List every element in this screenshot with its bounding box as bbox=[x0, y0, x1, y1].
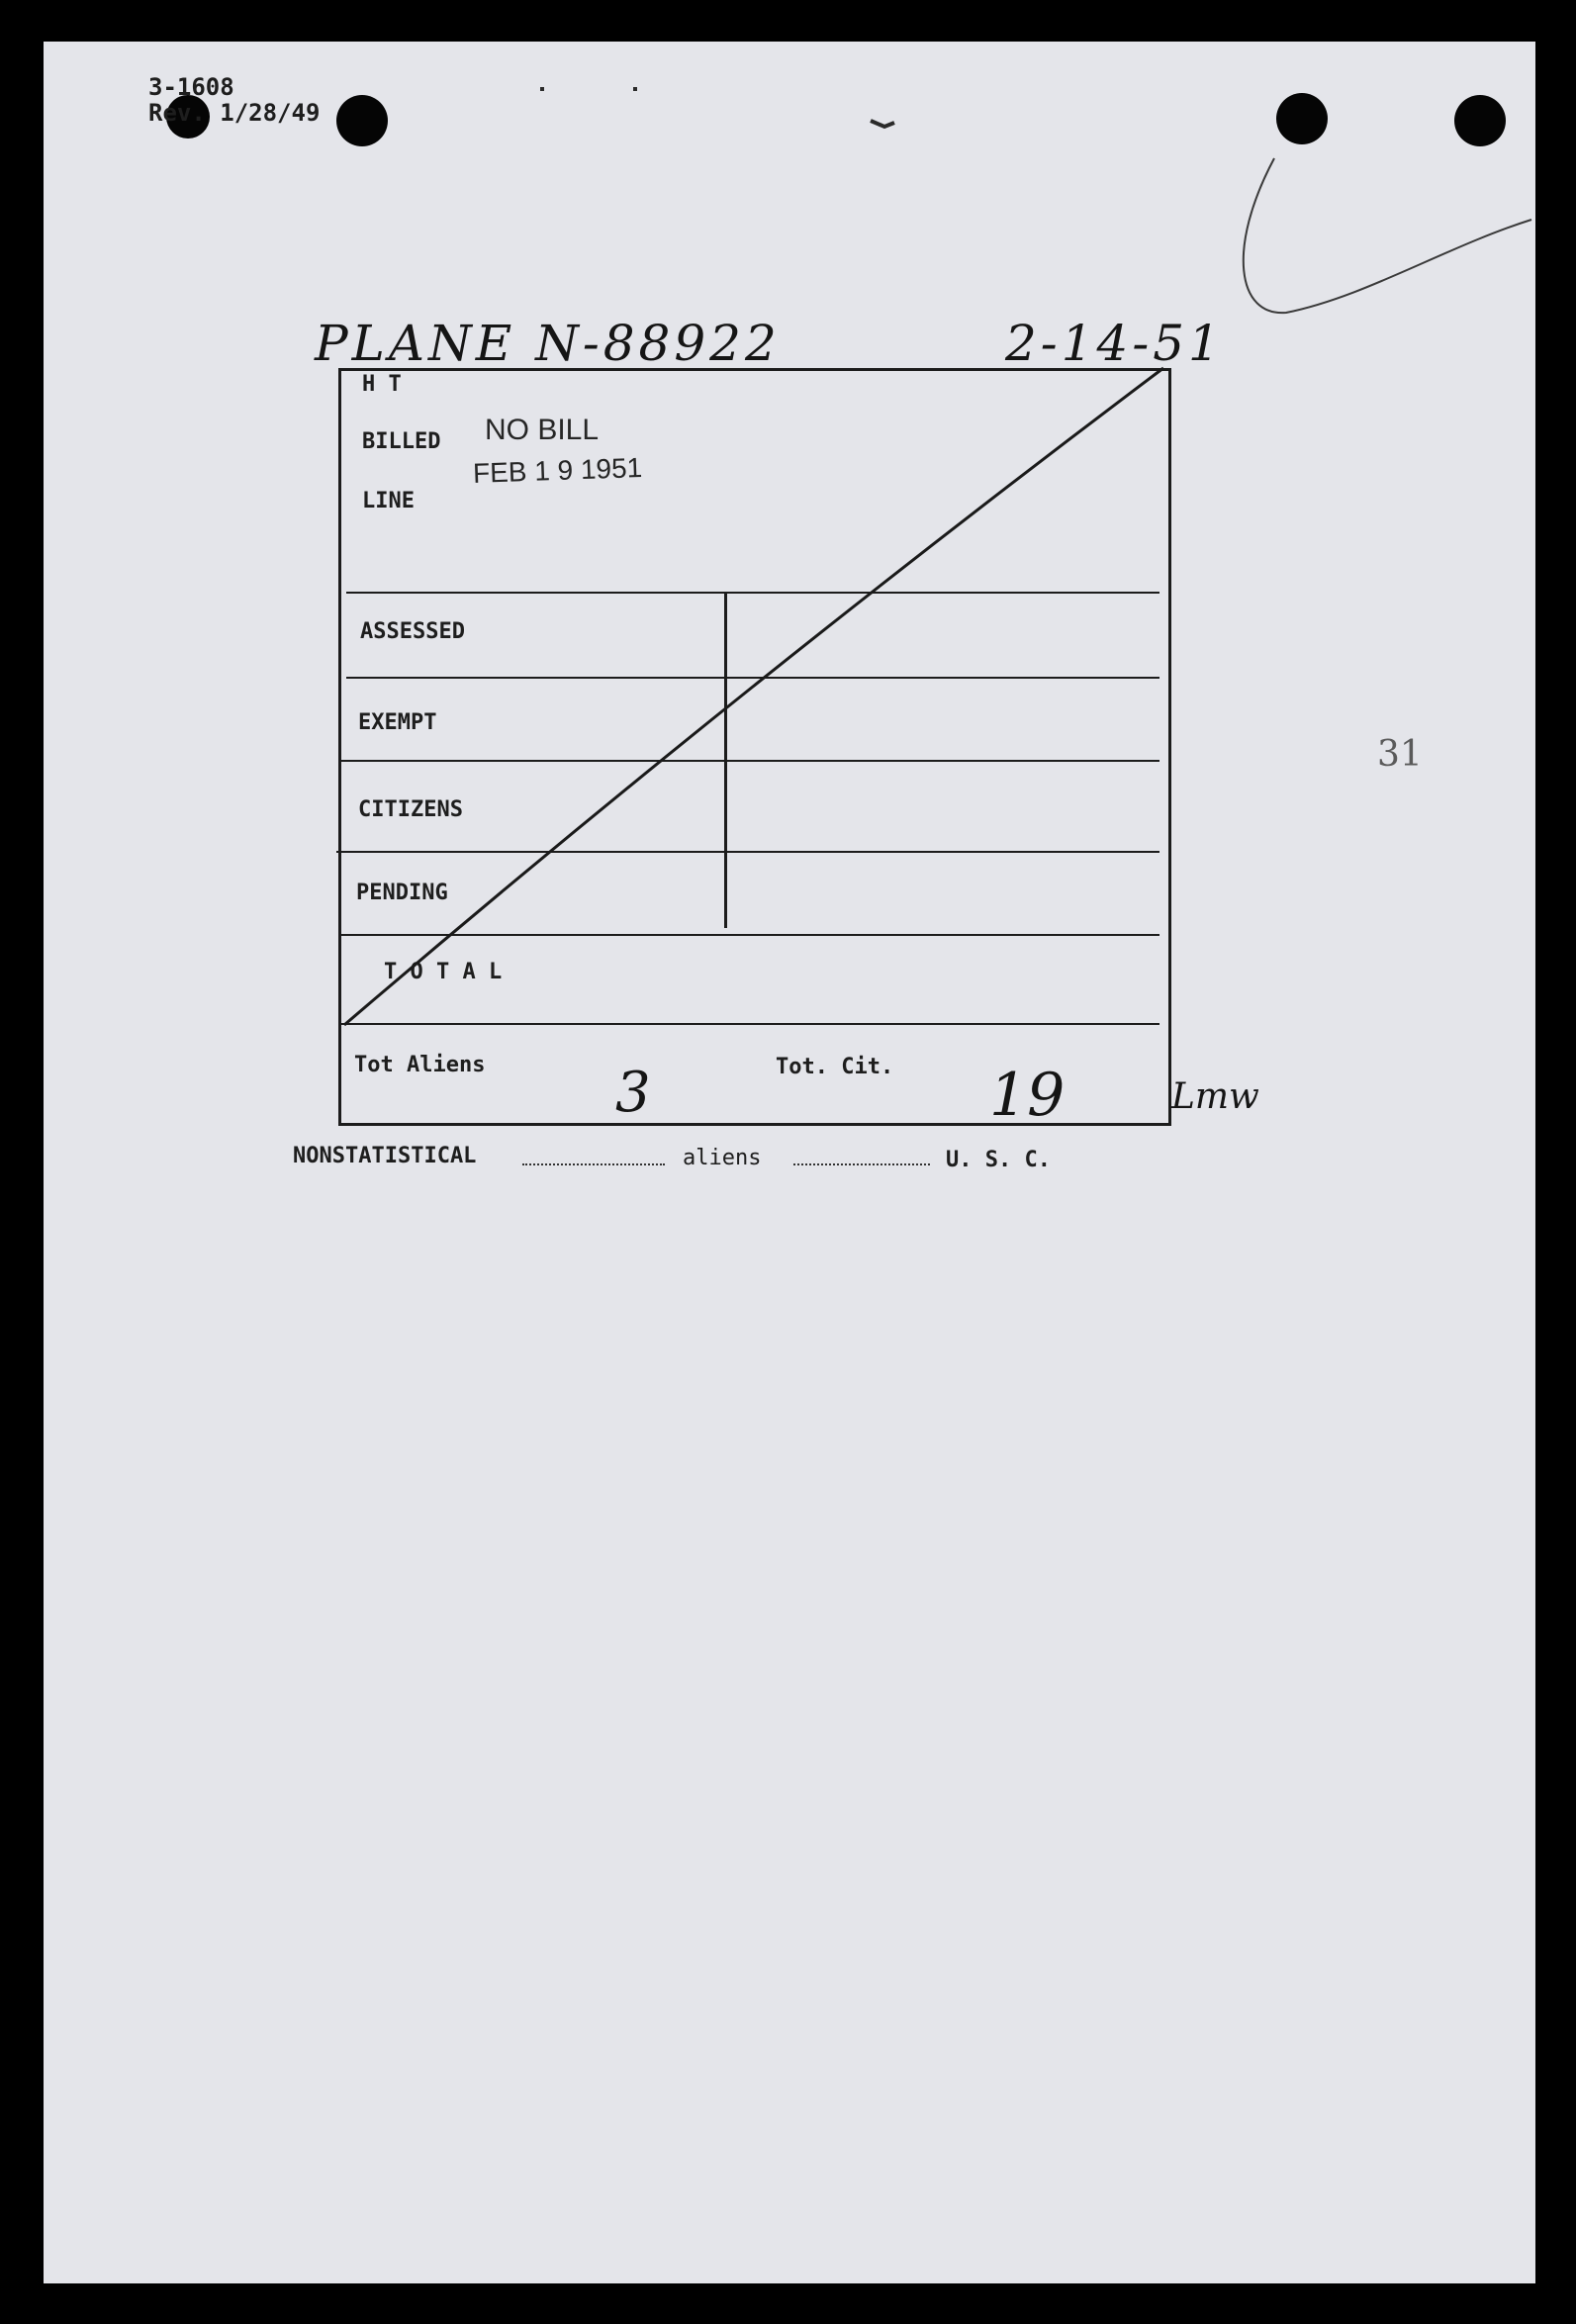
label-ht: H T bbox=[362, 372, 402, 397]
no-bill-stamp-line1: NO BILL bbox=[485, 414, 600, 446]
check-mark-stroke bbox=[1244, 158, 1531, 313]
label-billed: BILLED bbox=[362, 429, 441, 454]
no-bill-stamp-date: FEB 1 9 1951 bbox=[472, 452, 643, 489]
label-exempt: EXEMPT bbox=[358, 710, 437, 735]
top-scribble bbox=[540, 89, 894, 127]
plane-number-handwritten: PLANE N-88922 bbox=[315, 315, 781, 372]
footer-aliens: aliens bbox=[683, 1146, 762, 1170]
page-number: 31 bbox=[1377, 734, 1423, 775]
tot-cit-value: 19 bbox=[989, 1061, 1066, 1130]
label-line: LINE bbox=[362, 489, 415, 513]
form-revision: Rev. 1/28/49 bbox=[148, 99, 321, 127]
initials: Lmw bbox=[1171, 1076, 1259, 1117]
label-assessed: ASSESSED bbox=[360, 619, 465, 644]
label-tot-cit: Tot. Cit. bbox=[776, 1055, 894, 1079]
tot-aliens-value: 3 bbox=[615, 1061, 651, 1125]
date-handwritten: 2-14-51 bbox=[1005, 315, 1224, 372]
form-number: 3-1608 bbox=[148, 73, 234, 101]
diagonal-cancel-line bbox=[344, 368, 1163, 1025]
label-citizens: CITIZENS bbox=[358, 797, 463, 822]
label-total: T O T A L bbox=[384, 960, 503, 984]
label-tot-aliens: Tot Aliens bbox=[354, 1053, 486, 1077]
footer-usc: U. S. C. bbox=[946, 1148, 1051, 1172]
label-pending: PENDING bbox=[356, 881, 448, 905]
footer-nonstatistical: NONSTATISTICAL bbox=[293, 1144, 477, 1168]
